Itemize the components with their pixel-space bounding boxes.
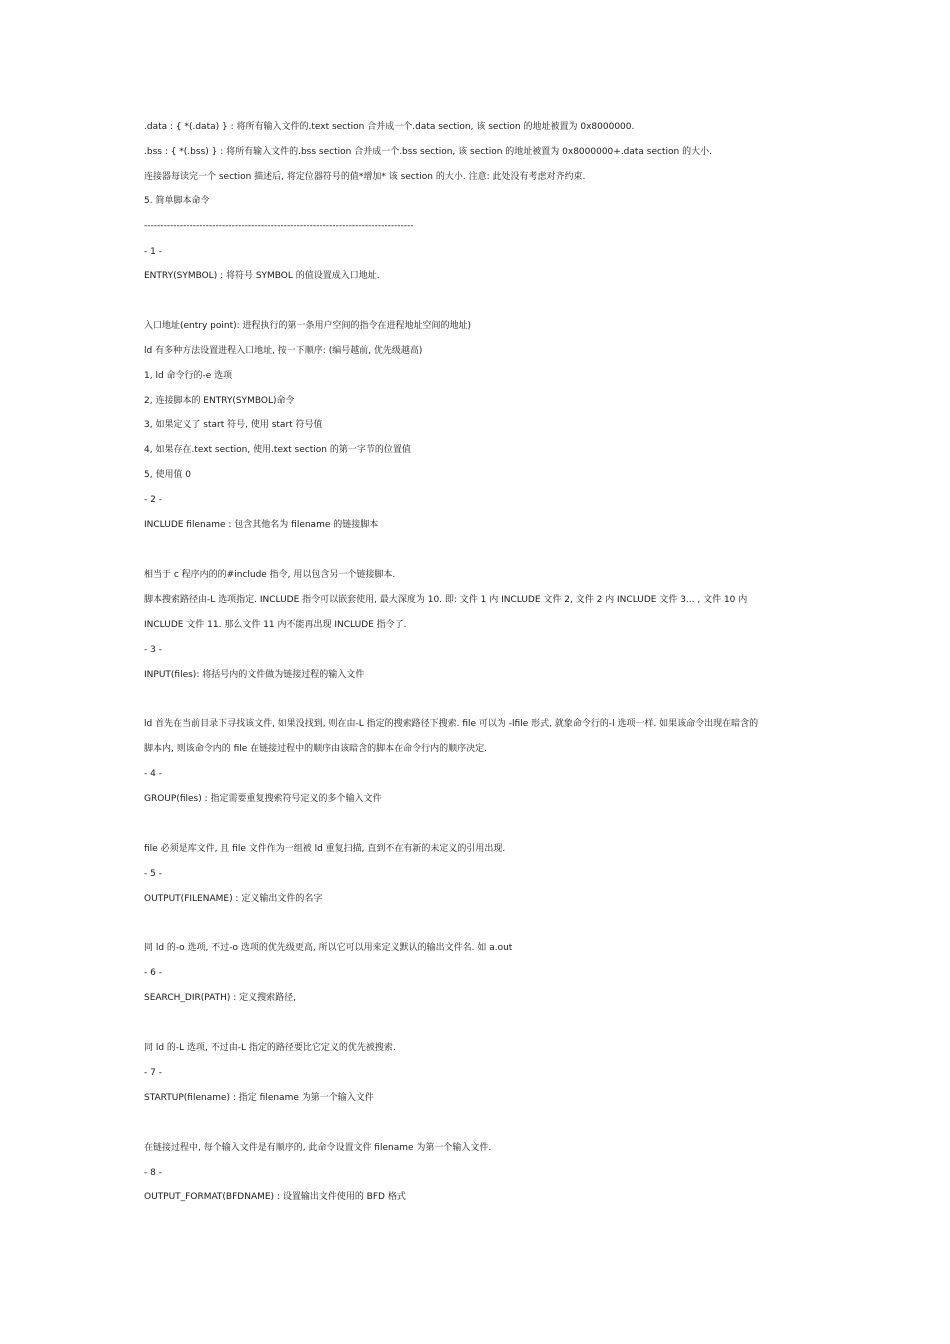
item-number-4: - 4 - (144, 769, 162, 779)
text-line-search-dir-desc: 同 ld 的-L 选项, 不过由-L 指定的路径要比它定义的优先被搜索. (144, 1043, 396, 1053)
command-input: INPUT(files): 将括号内的文件做为链接过程的输入文件 (144, 670, 365, 680)
command-startup: STARTUP(filename) : 指定 filename 为第一个输入文件 (144, 1093, 374, 1103)
dashed-divider: ----------------------------------------------------------------------------------- (144, 221, 414, 231)
section-heading-simple-commands: 5. 简单脚本命令 (144, 196, 210, 206)
text-line-locator-note: 连接器每读完一个 section 描述后, 将定位器符号的值*增加* 该 section 的大小. 注意: 此处没有考虑对齐约束. (144, 172, 586, 182)
item-number-1: - 1 - (144, 247, 162, 257)
text-line-include-path: 脚本搜索路径由-L 选项指定. INCLUDE 指令可以嵌套使用, 最大深度为 10. 即: 文件 1 内 INCLUDE 文件 2, 文件 2 内 INCLUDE 文件 3... , 文件 10 内 (144, 595, 748, 605)
command-entry: ENTRY(SYMBOL) : 将符号 SYMBOL 的值设置成入口地址. (144, 271, 380, 281)
command-output-format: OUTPUT_FORMAT(BFDNAME) : 设置输出文件使用的 BFD 格式 (144, 1192, 406, 1202)
list-item-2: 2, 连接脚本的 ENTRY(SYMBOL)命令 (144, 396, 295, 406)
list-item-1: 1, ld 命令行的-e 选项 (144, 371, 233, 381)
text-line-input-order: 脚本内, 则该命令内的 file 在链接过程中的顺序由该暗含的脚本在命令行内的顺序决定. (144, 744, 488, 754)
item-number-5: - 5 - (144, 869, 162, 879)
list-item-5: 5, 使用值 0 (144, 470, 192, 480)
item-number-6: - 6 - (144, 968, 162, 978)
text-line-input-search: ld 首先在当前目录下寻找该文件, 如果没找到, 则在由-L 指定的搜索路径下搜索. file 可以为 -lfile 形式, 就象命令行的-l 选项一样. 如果该命令出现在暗含的 (144, 719, 759, 729)
text-line-bss-section: .bss : { *(.bss) } : 将所有输入文件的.bss section 合并成一个.bss section, 该 section 的地址被置为 0x8000000+.data section 的大小. (144, 147, 712, 157)
text-line-group-desc: file 必须是库文件, 且 file 文件作为一组被 ld 重复扫描, 直到不在有新的未定义的引用出现. (144, 844, 506, 854)
item-number-7: - 7 - (144, 1068, 162, 1078)
text-line-data-section: .data : { *(.data) } : 将所有输入文件的.text section 合并成一个.data section, 该 section 的地址被置为 0x8000000. (144, 122, 635, 132)
text-line-include-depth: INCLUDE 文件 11. 那么文件 11 内不能再出现 INCLUDE 指令了. (144, 620, 407, 630)
item-number-8: - 8 - (144, 1168, 162, 1178)
list-item-4: 4, 如果存在.text section, 使用.text section 的第一字节的位置值 (144, 445, 411, 455)
item-number-2: - 2 - (144, 495, 162, 505)
command-search-dir: SEARCH_DIR(PATH) : 定义搜索路径, (144, 993, 296, 1003)
command-include: INCLUDE filename : 包含其他名为 filename 的链接脚本 (144, 520, 379, 530)
text-line-startup-desc: 在链接过程中, 每个输入文件是有顺序的, 此命令设置文件 filename 为第一个输入文件. (144, 1143, 492, 1153)
command-output: OUTPUT(FILENAME) : 定义输出文件的名字 (144, 894, 323, 904)
command-group: GROUP(files) : 指定需要重复搜索符号定义的多个输入文件 (144, 794, 382, 804)
text-line-entry-methods: ld 有多种方法设置进程入口地址, 按一下顺序: (编号越前, 优先级越高) (144, 346, 423, 356)
item-number-3: - 3 - (144, 645, 162, 655)
text-line-output-desc: 同 ld 的-o 选项, 不过-o 选项的优先级更高, 所以它可以用来定义默认的输出文件名. 如 a.out (144, 943, 513, 953)
text-line-include-desc: 相当于 c 程序内的的#include 指令, 用以包含另一个链接脚本. (144, 570, 396, 580)
text-line-entry-point: 入口地址(entry point): 进程执行的第一条用户空间的指令在进程地址空间的地址) (144, 321, 472, 331)
list-item-3: 3, 如果定义了 start 符号, 使用 start 符号值 (144, 420, 323, 430)
